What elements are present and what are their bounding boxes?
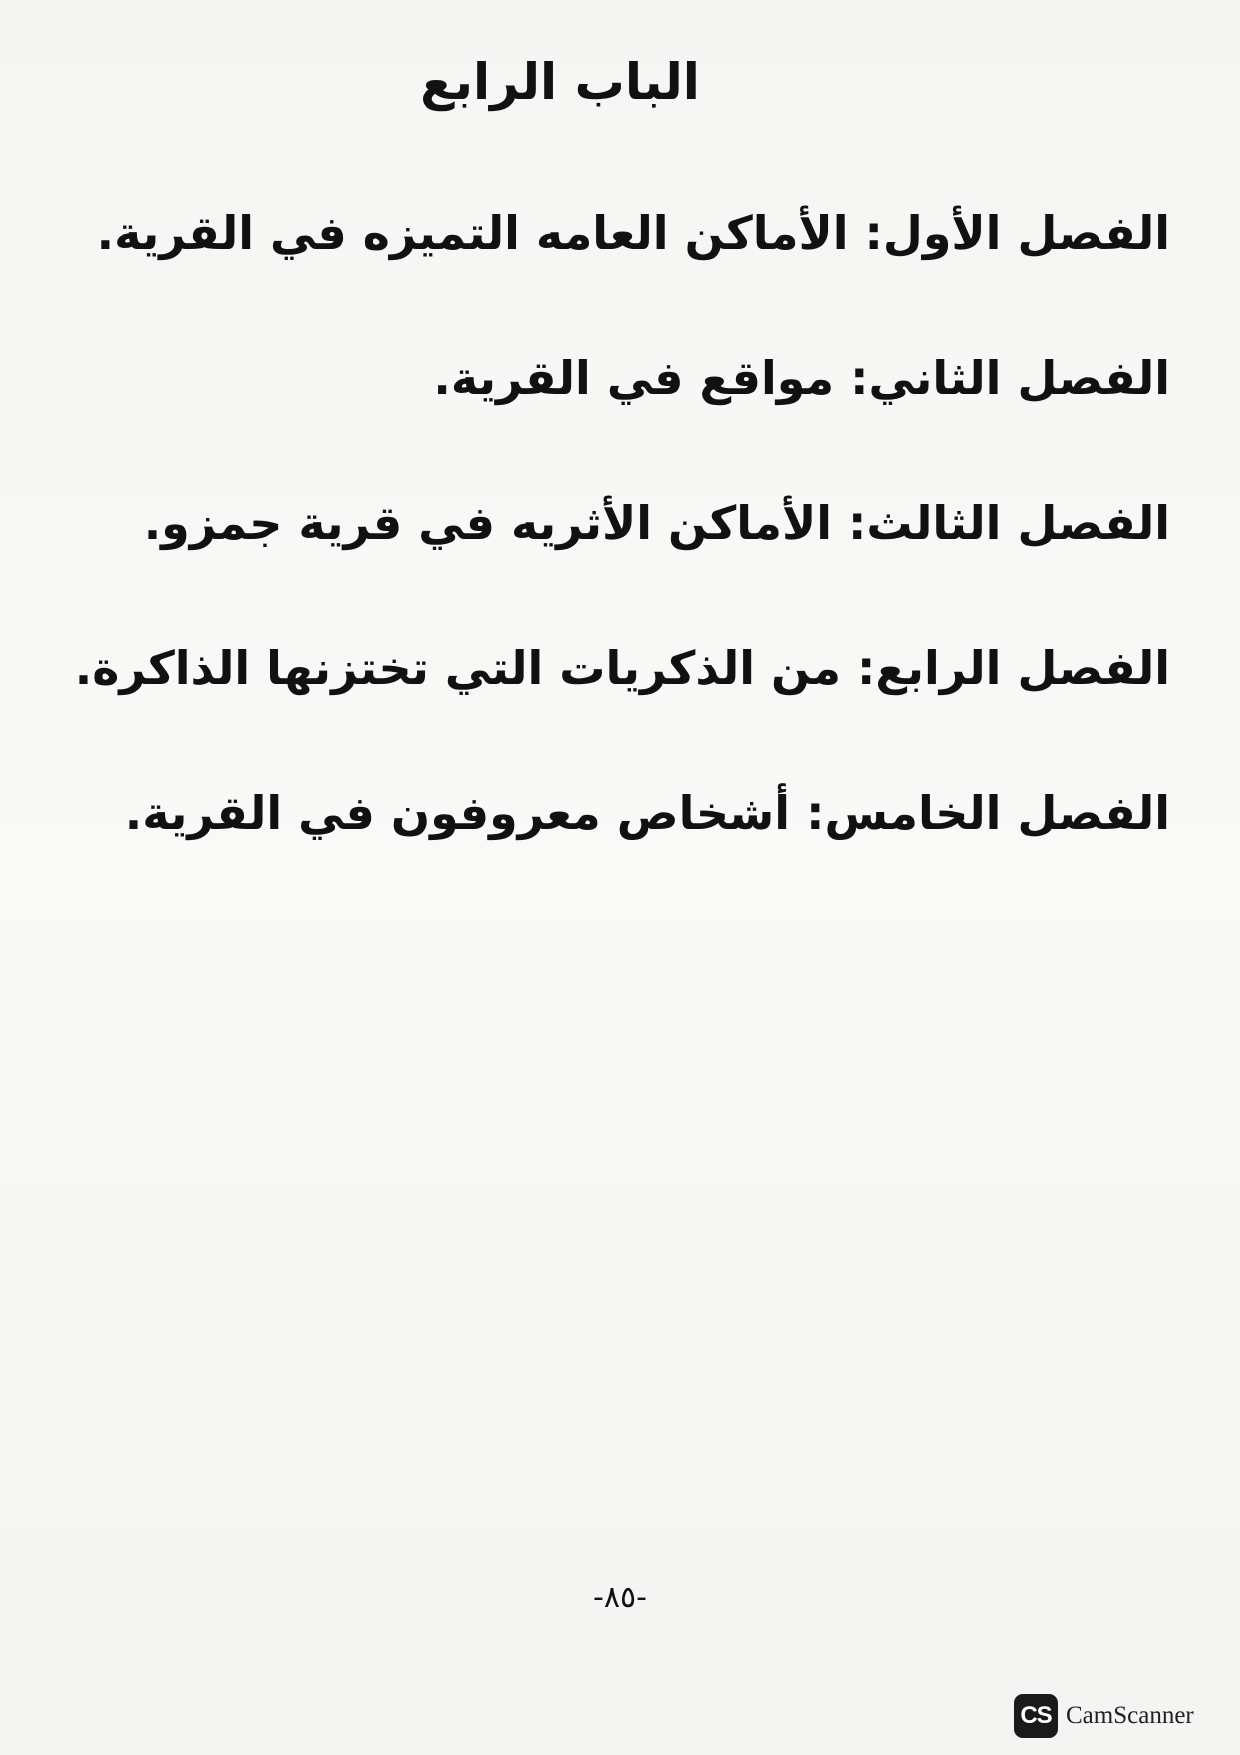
camscanner-logo-icon: CS	[1014, 1694, 1058, 1738]
page-number: -٨٥-	[593, 1580, 647, 1615]
camscanner-watermark	[1014, 1692, 1194, 1740]
chapter-item-3: الفصل الثالث: الأماكن الأثريه في قرية جمزو.	[143, 496, 1170, 550]
chapter-item-1: الفصل الأول: الأماكن العامه التميزه في القرية.	[96, 206, 1170, 260]
chapter-item-5: الفصل الخامس: أشخاص معروفون في القرية.	[124, 786, 1170, 840]
chapter-item-2: الفصل الثاني: مواقع في القرية.	[433, 351, 1170, 405]
chapter-list	[60, 205, 1170, 930]
page-title: الباب الرابع	[420, 53, 700, 111]
chapter-item-4: الفصل الرابع: من الذكريات التي تختزنها الذاكرة.	[74, 641, 1170, 695]
camscanner-label: CamScanner	[1066, 1702, 1194, 1729]
